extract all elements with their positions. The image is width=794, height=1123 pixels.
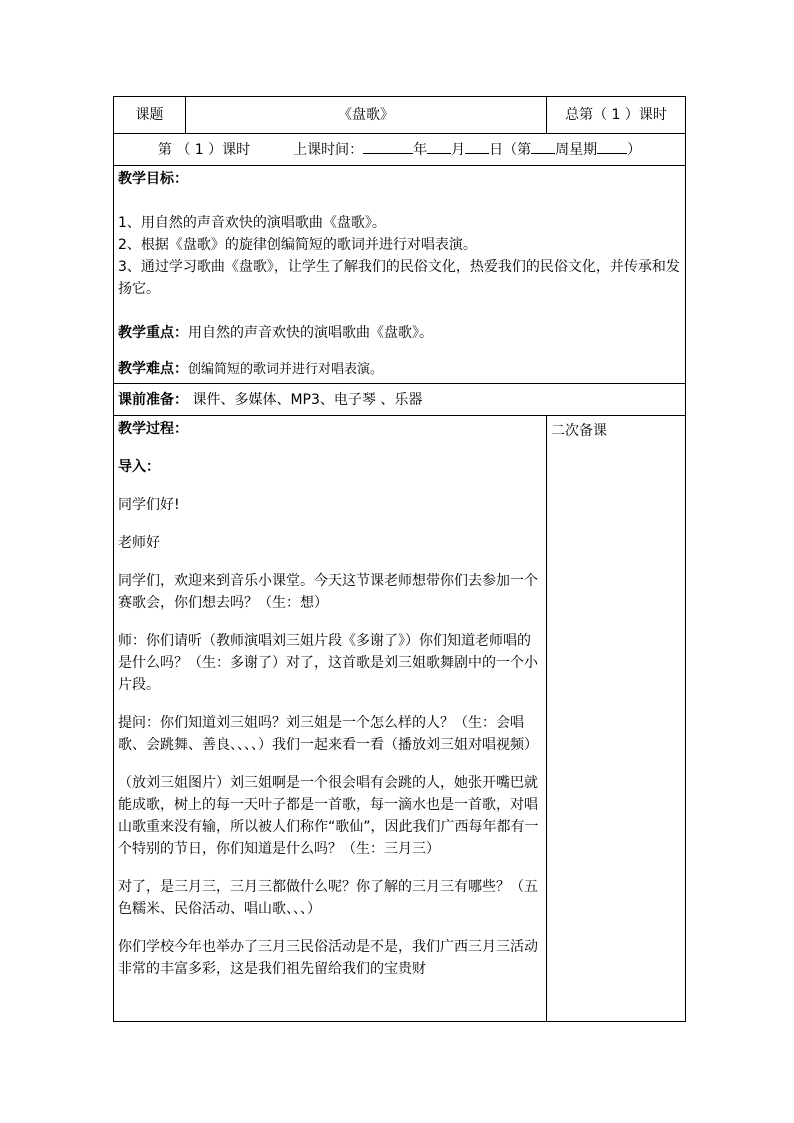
day-label: 日（第 <box>489 142 532 158</box>
lesson-plan-page <box>113 96 685 1022</box>
week-label: 周星期 <box>555 142 598 158</box>
difficulty-label: 教学难点： <box>118 361 188 377</box>
prep-label: 课前准备： <box>118 391 188 408</box>
second-prep-label: 二次备课 <box>551 423 607 439</box>
prep-text: 课件、多媒体、MP3、电子琴 、乐器 <box>188 391 423 408</box>
lesson-time-row <box>114 134 686 166</box>
second-prep-cell <box>547 416 686 1022</box>
lesson-time-cell <box>114 134 686 166</box>
close-paren: ） <box>627 142 642 158</box>
key-point-text: 用自然的声音欢快的演唱歌曲《盘歌》。 <box>188 325 433 341</box>
process-paragraph: 对了，是三月三，三月三都做什么呢？你了解的三月三有哪些？（五色糯米、民俗活动、唱山歌、、、） <box>118 879 538 917</box>
header-row <box>114 97 686 134</box>
process-paragraph: 同学们好! <box>118 497 180 513</box>
process-paragraph: 师：你们请听（教师演唱刘三姐片段《多谢了》）你们知道老师唱的是什么吗？（生：多谢了）对了，这首歌是刘三姐歌舞剧中的一个小片段。 <box>118 633 538 693</box>
prep-row <box>114 384 686 416</box>
key-point <box>118 322 681 344</box>
week-blank <box>531 138 555 154</box>
day-blank <box>465 138 489 154</box>
weekday-blank <box>597 138 627 154</box>
process-row <box>114 416 686 1022</box>
process-paragraph: 提问：你们知道刘三姐吗？刘三姐是一个怎么样的人？（生：会唱歌、会跳舞、善良、、、、）我们一起来看一看（播放刘三姐对唱视频） <box>118 715 538 753</box>
lesson-plan-table <box>113 96 686 1022</box>
objective-item-3: 3、通过学习歌曲《盘歌》，让学生了解我们的民俗文化，热爱我们的民俗文化，并传承和发扬它。 <box>118 259 680 297</box>
total-lessons-cell <box>547 97 686 134</box>
difficulty <box>118 358 681 381</box>
process-cell <box>114 416 547 1022</box>
total-lessons: 总第（ 1 ）课时 <box>565 107 667 123</box>
objectives-title: 教学目标： <box>118 171 188 187</box>
process-paragraph: （放刘三姐图片）刘三姐啊是一个很会唱有会跳的人，她张开嘴巴就能成歌，树上的每一天叶子都是一首歌，每一滴水也是一首歌，对唱山歌重来没有输，所以被人们称作“歌仙”，因此我们广西每年都有一个特别的节日，你们知道是什么吗？（生：三月三） <box>118 775 539 857</box>
topic-label: 课题 <box>135 107 164 123</box>
lesson-number: 第 （ 1 ）课时 <box>157 142 251 158</box>
process-paragraph: 你们学校今年也举办了三月三民俗活动是不是，我们广西三月三活动非常的丰富多彩，这是我们祖先留给我们的宝贵财 <box>118 939 538 977</box>
objectives-row <box>114 166 686 384</box>
process-title: 教学过程： <box>118 421 188 437</box>
year-label: 年 <box>413 142 428 158</box>
prep-cell <box>114 384 686 416</box>
objective-item-2: 2、根据《盘歌》的旋律创编简短的歌词并进行对唱表演。 <box>118 237 477 253</box>
topic-cell <box>186 97 547 134</box>
topic-title: 《盘歌》 <box>338 107 394 123</box>
process-intro: 导入： <box>118 459 160 475</box>
objectives-cell <box>114 166 686 384</box>
objective-item-1: 1、用自然的声音欢快的演唱歌曲《盘歌》。 <box>118 215 386 231</box>
key-point-label: 教学重点： <box>118 325 188 341</box>
topic-label-cell <box>114 97 186 134</box>
month-blank <box>427 138 451 154</box>
difficulty-text: 创编简短的歌词并进行对唱表演。 <box>188 362 384 377</box>
year-blank <box>363 138 413 154</box>
month-label: 月 <box>451 142 466 158</box>
process-paragraph: 同学们，欢迎来到音乐小课堂。今天这节课老师想带你们去参加一个赛歌会，你们想去吗？（生：想） <box>118 573 538 611</box>
process-paragraph: 老师好 <box>118 535 160 551</box>
lesson-time-label: 上课时间： <box>293 142 364 158</box>
